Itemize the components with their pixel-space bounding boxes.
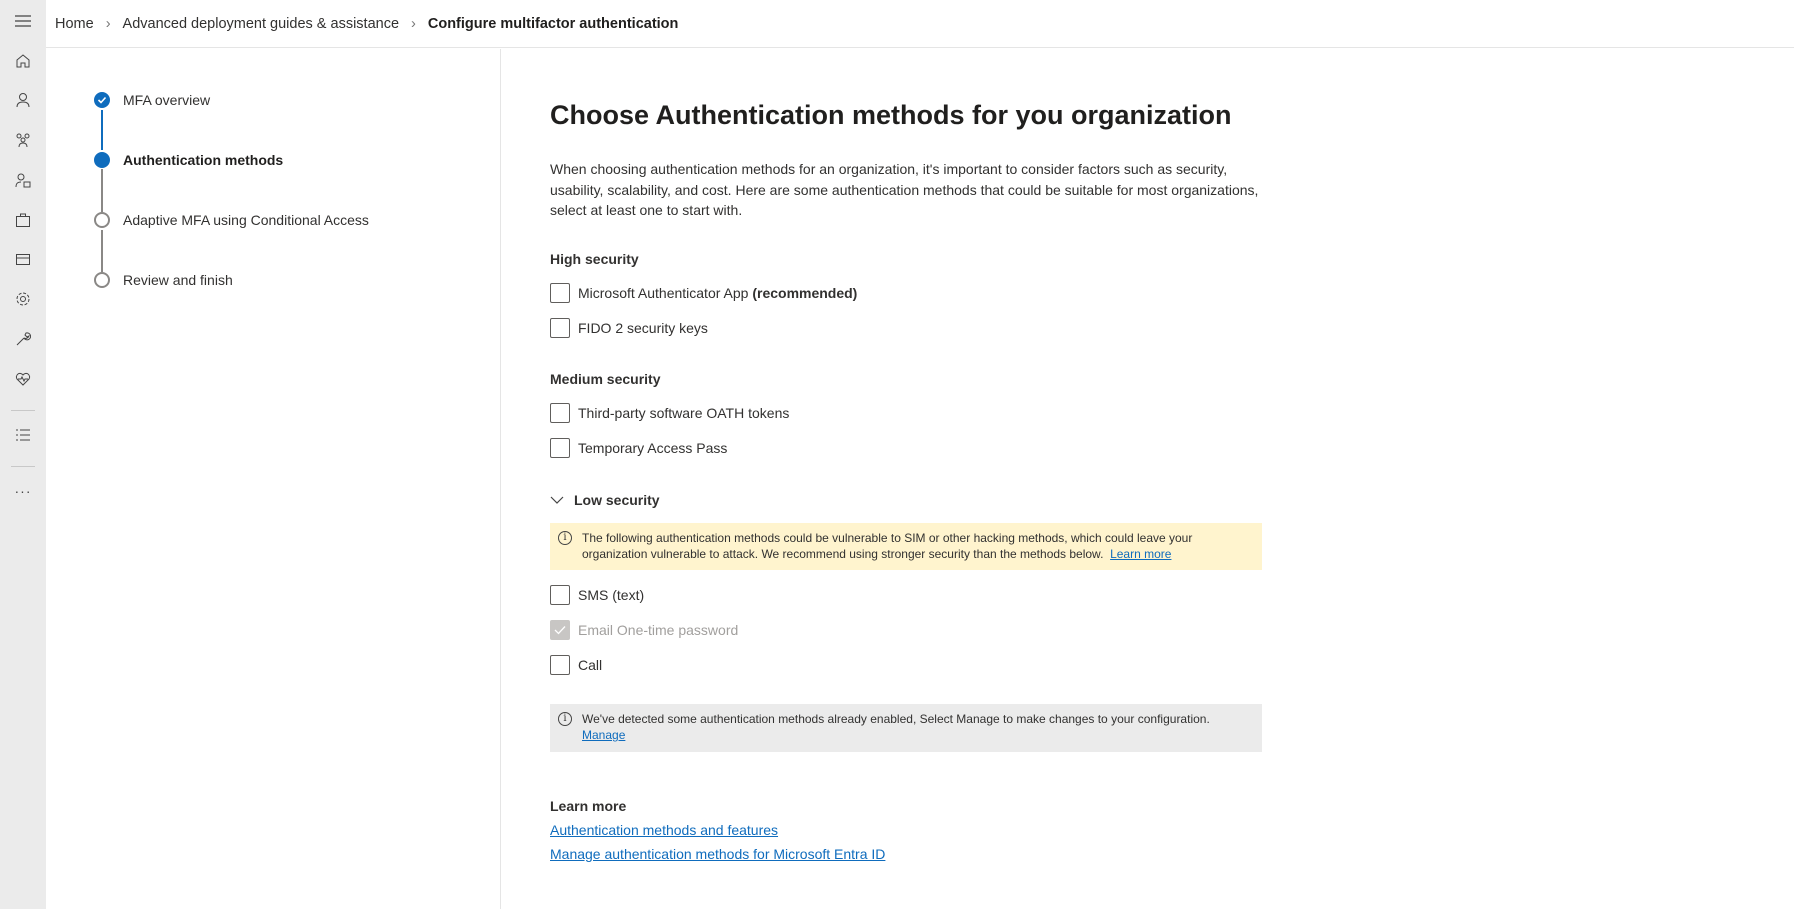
wizard-stepper [46, 49, 501, 909]
checkbox[interactable] [550, 585, 570, 605]
manage-auth-methods-entra-link[interactable]: Manage authentication methods for Microsoft Entra ID [550, 846, 886, 862]
learn-more-link[interactable]: Learn more [1110, 547, 1172, 561]
setup-wrench-icon[interactable] [11, 327, 35, 351]
current-step-icon [94, 152, 110, 168]
breadcrumb-advanced-deployment[interactable]: Advanced deployment guides & assistance [122, 15, 400, 32]
medium-security-heading: Medium security [550, 371, 661, 387]
more-icon[interactable]: ··· [14, 483, 32, 499]
info-icon: i [558, 531, 572, 545]
step-label: Authentication methods [123, 152, 284, 168]
groups-icon[interactable] [11, 128, 35, 152]
notice-text: We've detected some authentication methods already enabled, Select Manage to make changes to your configuration. [582, 712, 1210, 726]
step-label: Review and finish [123, 272, 233, 288]
recommended-label: (recommended) [752, 285, 858, 301]
low-security-toggle[interactable] [550, 492, 660, 508]
step-adaptive-mfa[interactable] [94, 212, 369, 228]
step-connector [101, 169, 103, 212]
manage-link[interactable]: Manage [582, 728, 626, 742]
settings-icon[interactable] [11, 287, 35, 311]
home-icon[interactable] [11, 49, 35, 73]
step-connector [101, 230, 103, 272]
option-label: Temporary Access Pass [578, 440, 728, 456]
breadcrumb-home[interactable]: Home [55, 15, 94, 32]
billing-bag-icon[interactable] [11, 208, 35, 232]
option-label: Microsoft Authenticator App [578, 285, 749, 301]
step-label: Adaptive MFA using Conditional Access [123, 212, 369, 228]
user-icon[interactable] [11, 88, 35, 112]
chevron-right-icon: › [105, 15, 111, 32]
checkbox-sms[interactable] [550, 585, 644, 605]
breadcrumb [46, 0, 1794, 48]
checkbox-microsoft-authenticator[interactable] [550, 283, 857, 303]
checkbox-fido2[interactable] [550, 318, 708, 338]
chevron-right-icon: › [411, 15, 416, 32]
warning-text: The following authentication methods could be vulnerable to SIM or other hacking methods, which could leave your organization vulnerable to attack. We recommend using stronger security than the methods below. [582, 531, 1193, 561]
check-icon [94, 92, 110, 108]
payment-card-icon[interactable] [11, 247, 35, 271]
low-security-warning [550, 523, 1262, 570]
existing-methods-notice [550, 704, 1262, 752]
pending-step-icon [94, 212, 110, 228]
option-label: SMS (text) [578, 587, 645, 603]
step-connector [101, 110, 103, 150]
list-icon[interactable] [11, 423, 35, 447]
high-security-heading: High security [550, 251, 639, 267]
checkbox[interactable] [550, 283, 570, 303]
option-label: Email One-time password [578, 622, 739, 638]
option-label: Third-party software OATH tokens [578, 405, 790, 421]
chevron-down-icon [550, 492, 564, 508]
checkbox-email-otp [550, 620, 738, 640]
option-label: FIDO 2 security keys [578, 320, 708, 336]
pending-step-icon [94, 272, 110, 288]
rail-divider [11, 410, 35, 411]
checkbox-checked-disabled [550, 620, 570, 640]
auth-methods-features-link[interactable]: Authentication methods and features [550, 822, 779, 838]
checkbox-call[interactable] [550, 655, 602, 675]
checkbox[interactable] [550, 403, 570, 423]
step-authentication-methods[interactable] [94, 152, 283, 168]
learn-more-heading: Learn more [550, 798, 627, 814]
step-mfa-overview[interactable] [94, 92, 210, 108]
roles-icon[interactable] [11, 168, 35, 192]
checkbox-oath-tokens[interactable] [550, 403, 789, 423]
health-icon[interactable] [11, 367, 35, 391]
low-security-heading: Low security [574, 492, 660, 508]
checkbox[interactable] [550, 318, 570, 338]
breadcrumb-current: Configure multifactor authentication [427, 15, 679, 32]
option-label: Call [578, 657, 603, 673]
left-nav-rail [0, 0, 46, 909]
checkbox[interactable] [550, 438, 570, 458]
checkbox[interactable] [550, 655, 570, 675]
step-review-finish[interactable] [94, 272, 233, 288]
info-icon: i [558, 712, 572, 726]
intro-text: When choosing authentication methods for an organization, it's important to consider factors such as security, usability, scalability, and cost. Here are some authentication methods that could be suitable for most organizations, select at least one to start with. [550, 161, 1259, 219]
rail-divider [11, 466, 35, 467]
step-label: MFA overview [123, 92, 211, 108]
page-title: Choose Authentication methods for you organization [550, 100, 1232, 130]
menu-icon[interactable] [11, 9, 35, 33]
checkbox-temporary-access-pass[interactable] [550, 438, 727, 458]
